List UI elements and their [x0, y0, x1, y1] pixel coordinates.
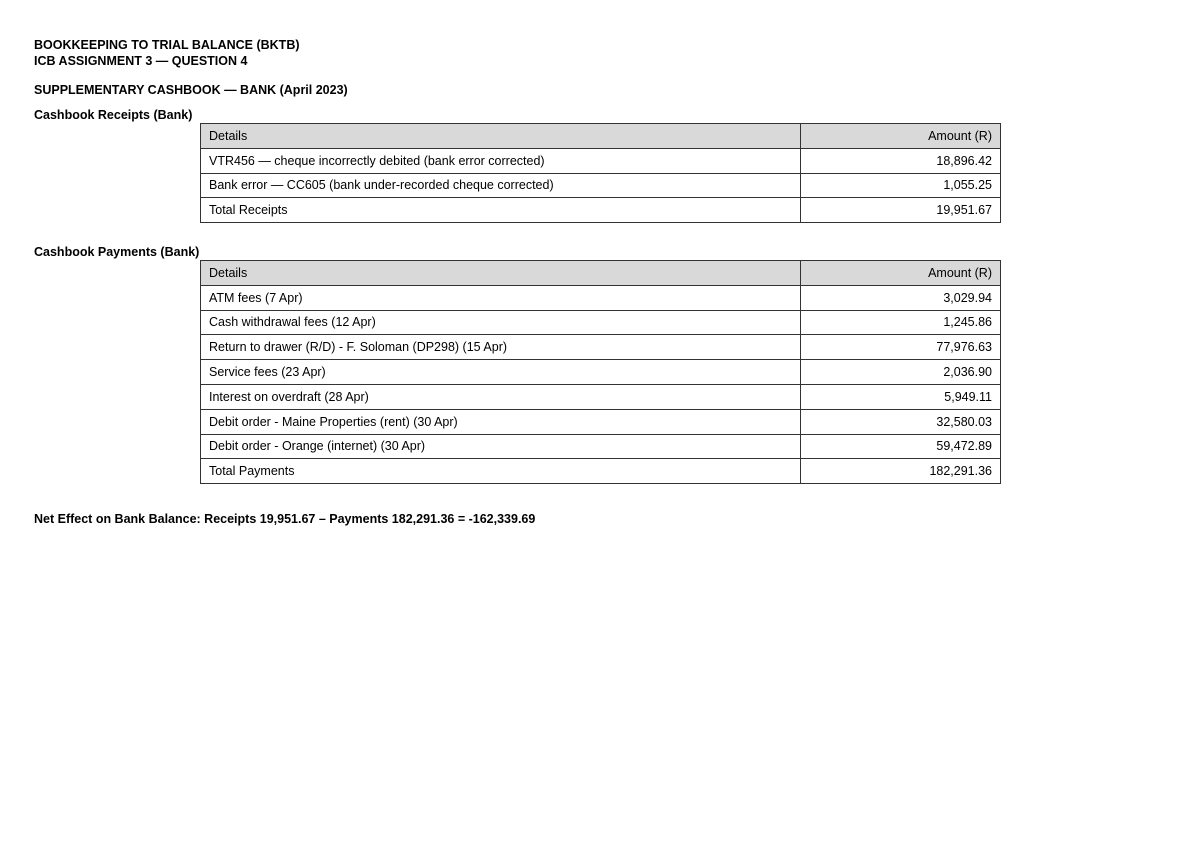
payment-details-cell: Cash withdrawal fees (12 Apr)	[201, 310, 801, 335]
receipts-amount-header: Amount (R)	[801, 124, 1001, 149]
payment-amount-cell: 77,976.63	[801, 335, 1001, 360]
payments-total-label: Total Payments	[201, 459, 801, 484]
table-row	[201, 310, 1001, 335]
payment-details-cell: Service fees (23 Apr)	[201, 360, 801, 385]
receipts-section-title: Cashbook Receipts (Bank)	[34, 108, 193, 122]
payment-amount-cell: 59,472.89	[801, 434, 1001, 459]
table-row	[201, 285, 1001, 310]
payments-total-amount: 182,291.36	[801, 459, 1001, 484]
payment-details-cell: Return to drawer (R/D) - F. Soloman (DP298) (15 Apr)	[201, 335, 801, 360]
payments-amount-header: Amount (R)	[801, 261, 1001, 286]
payments-header-row	[201, 261, 1001, 286]
payment-amount-cell: 5,949.11	[801, 384, 1001, 409]
receipts-header-row	[201, 124, 1001, 149]
receipt-amount-cell: 1,055.25	[801, 173, 1001, 198]
table-row	[201, 335, 1001, 360]
table-row	[201, 173, 1001, 198]
receipts-details-header: Details	[201, 124, 801, 149]
receipt-details-cell: Bank error — CC605 (bank under-recorded cheque corrected)	[201, 173, 801, 198]
payment-amount-cell: 3,029.94	[801, 285, 1001, 310]
payments-table	[200, 260, 1001, 484]
assignment-subtitle: ICB ASSIGNMENT 3 — QUESTION 4	[34, 54, 248, 68]
payment-details-cell: Interest on overdraft (28 Apr)	[201, 384, 801, 409]
net-effect-summary: Net Effect on Bank Balance: Receipts 19,951.67 – Payments 182,291.36 = -162,339.69	[34, 512, 536, 526]
table-row	[201, 360, 1001, 385]
receipt-amount-cell: 18,896.42	[801, 148, 1001, 173]
receipt-details-cell: VTR456 — cheque incorrectly debited (bank error corrected)	[201, 148, 801, 173]
payment-details-cell: Debit order - Maine Properties (rent) (30 Apr)	[201, 409, 801, 434]
receipts-total-row	[201, 198, 1001, 223]
receipts-total-label: Total Receipts	[201, 198, 801, 223]
payments-details-header: Details	[201, 261, 801, 286]
document-title: BOOKKEEPING TO TRIAL BALANCE (BKTB)	[34, 38, 300, 52]
table-row	[201, 434, 1001, 459]
table-row	[201, 384, 1001, 409]
table-row	[201, 148, 1001, 173]
receipts-total-amount: 19,951.67	[801, 198, 1001, 223]
payment-amount-cell: 32,580.03	[801, 409, 1001, 434]
payment-amount-cell: 2,036.90	[801, 360, 1001, 385]
payments-section-title: Cashbook Payments (Bank)	[34, 245, 200, 259]
payments-total-row	[201, 459, 1001, 484]
receipts-table	[200, 123, 1001, 223]
payment-details-cell: ATM fees (7 Apr)	[201, 285, 801, 310]
cashbook-heading: SUPPLEMENTARY CASHBOOK — BANK (April 2023)	[34, 83, 348, 97]
payment-details-cell: Debit order - Orange (internet) (30 Apr)	[201, 434, 801, 459]
payment-amount-cell: 1,245.86	[801, 310, 1001, 335]
table-row	[201, 409, 1001, 434]
